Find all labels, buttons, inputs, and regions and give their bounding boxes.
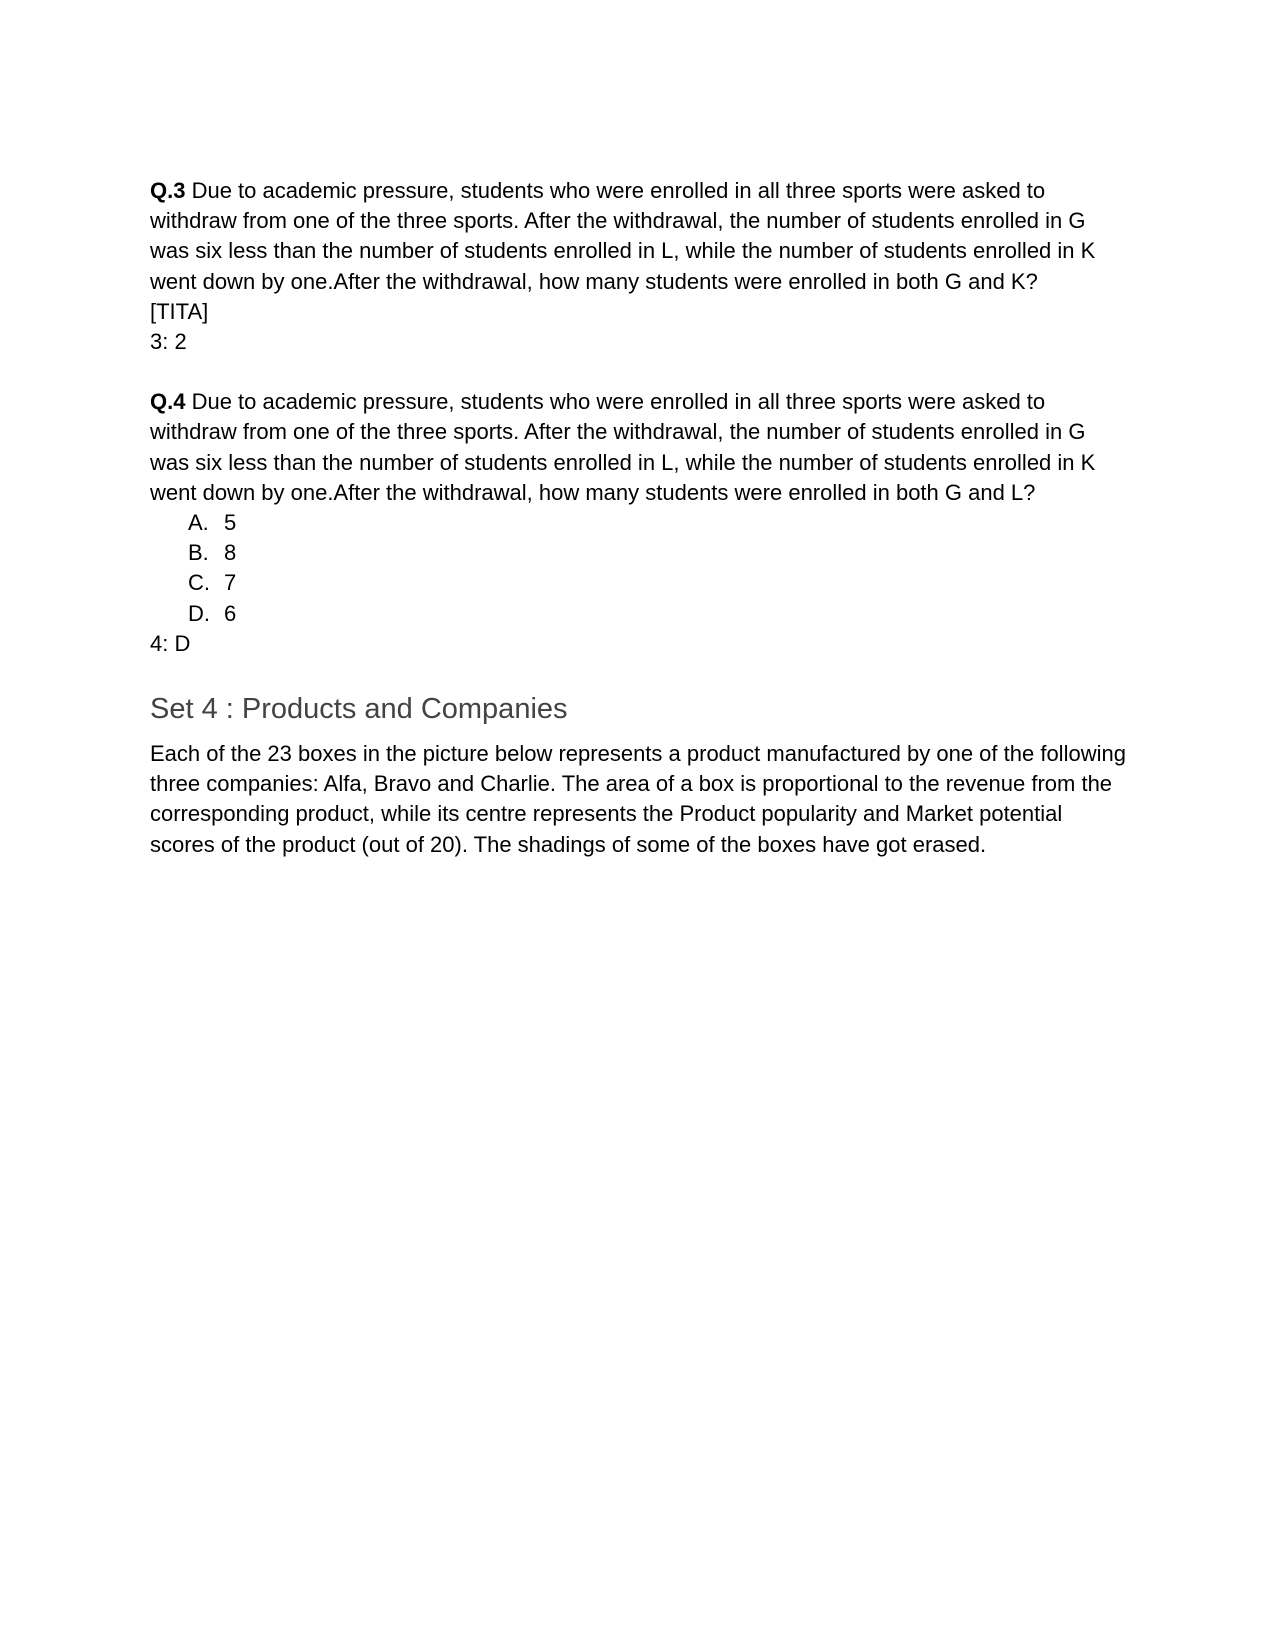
- option-letter: B.: [188, 540, 209, 566]
- question-4-label: Q.4: [150, 389, 186, 415]
- question-3-body: Due to academic pressure, students who were enrolled in all three sports were asked to withdraw from one of the three sports. After the withdrawal, the number of students enrolled in G was six less than the number of students enrolled in L, while the number of students enrolled in K went down by one.After the withdrawal, how many students were enrolled in both G and K?: [150, 178, 1096, 294]
- option-value: 6: [224, 600, 237, 626]
- set-4-description: Each of the 23 boxes in the picture below represents a product manufactured by one of the following three companies: Alfa, Bravo and Charlie. The area of a box is proportional to the revenue from the corresponding product, while its centre represents the Product popularity and Market potential scores of the product (out of 20). The shadings of some of the boxes have got erased.: [150, 741, 1126, 857]
- question-3-label: Q.3: [150, 178, 186, 203]
- question-4-options: [150, 508, 1130, 629]
- option-d: [150, 599, 1130, 629]
- option-b: [150, 538, 1130, 568]
- question-4-body: Due to academic pressure, students who were enrolled in all three sports were asked to withdraw from one of the three sports. After the withdrawal, the number of students enrolled in G was six less than the number of students enrolled in L, while the number of students enrolled in K went down by one.After the withdrawal, how many students were enrolled in both G and L?: [150, 389, 1096, 505]
- question-3-type-tag: [TITA]: [150, 298, 209, 324]
- option-value: 5: [224, 510, 237, 536]
- option-value: 7: [224, 570, 237, 596]
- option-c: [150, 568, 1130, 598]
- option-letter: A.: [188, 510, 209, 536]
- question-4-text: [150, 387, 1130, 508]
- option-letter: C.: [188, 570, 210, 596]
- option-value: 8: [224, 540, 237, 566]
- question-3-answer: 3: 2: [150, 329, 187, 355]
- document-body: [150, 176, 1130, 860]
- question-4-answer: 4: D: [150, 630, 191, 656]
- spacer: [150, 357, 1130, 387]
- option-a: [150, 508, 1130, 538]
- option-letter: D.: [188, 600, 210, 626]
- set-4-title: Set 4 : Products and Companies: [150, 693, 568, 726]
- question-3-text: [150, 176, 1130, 297]
